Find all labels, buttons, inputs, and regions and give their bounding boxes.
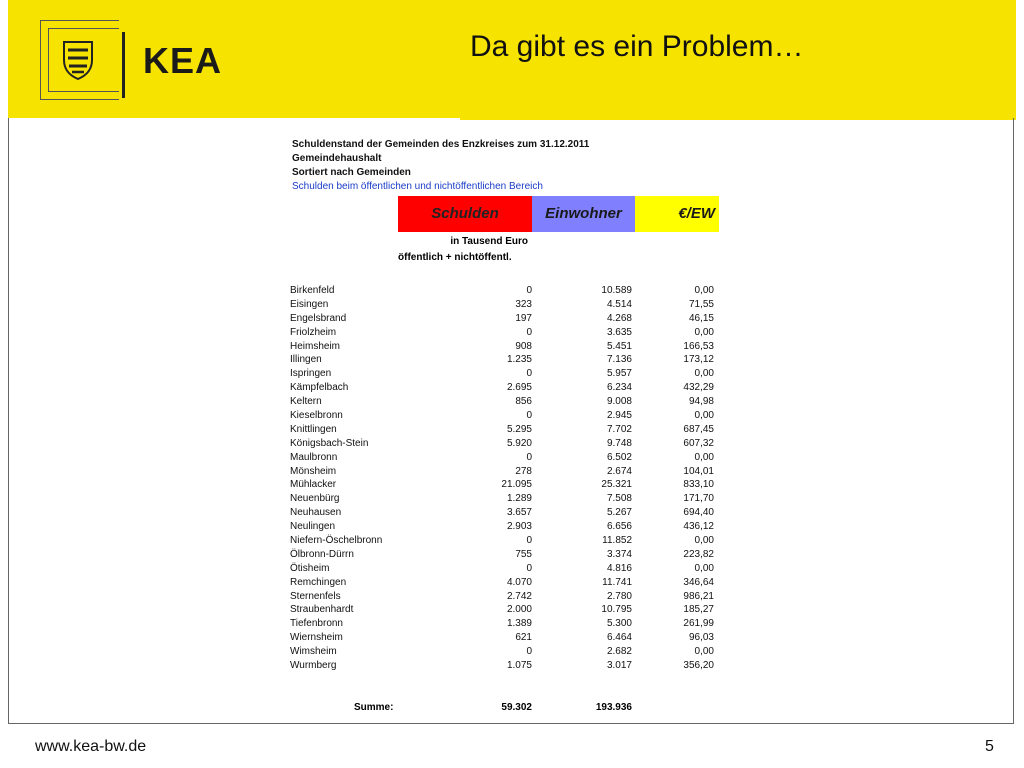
municipality-name: Sternenfels <box>290 590 341 602</box>
population-value: 5.300 <box>606 618 632 630</box>
debt-value: 908 <box>515 340 532 352</box>
debt-value: 1.075 <box>506 660 532 672</box>
population-value: 2.674 <box>606 465 632 477</box>
debt-value: 2.000 <box>506 604 532 616</box>
municipality-name: Friolzheim <box>290 326 337 338</box>
population-value: 3.635 <box>606 326 632 338</box>
sum-label: Summe: <box>354 702 394 713</box>
table-row <box>290 298 720 312</box>
debt-value: 0 <box>526 451 532 463</box>
population-value: 9.748 <box>606 437 632 449</box>
table-row <box>290 367 720 381</box>
municipality-name: Ötisheim <box>290 562 330 574</box>
per-capita-value: 0,00 <box>694 451 714 463</box>
per-capita-value: 0,00 <box>694 562 714 574</box>
municipality-name: Engelsbrand <box>290 312 347 324</box>
table-row <box>290 590 720 604</box>
table-row <box>290 548 720 562</box>
debt-value: 2.903 <box>506 521 532 533</box>
population-value: 11.741 <box>602 576 632 588</box>
population-value: 2.945 <box>606 410 632 422</box>
debt-value: 1.235 <box>506 354 532 366</box>
municipality-name: Niefern-Öschelbronn <box>290 535 383 547</box>
table-row <box>290 659 720 673</box>
table-row <box>290 312 720 326</box>
municipality-name: Straubenhardt <box>290 604 354 616</box>
municipality-name: Tiefenbronn <box>290 618 343 630</box>
table-row <box>290 437 720 451</box>
kea-logo <box>40 20 124 98</box>
table-row <box>290 395 720 409</box>
population-value: 9.008 <box>606 396 632 408</box>
municipality-name: Neuhausen <box>290 507 342 519</box>
table-row <box>290 645 720 659</box>
debt-value: 2.695 <box>506 382 532 394</box>
municipality-name: Eisingen <box>290 298 329 310</box>
per-capita-value: 104,01 <box>683 465 714 477</box>
per-capita-value: 223,82 <box>683 548 714 560</box>
municipality-name: Ispringen <box>290 368 332 380</box>
per-capita-value: 0,00 <box>694 326 714 338</box>
debt-value: 21.095 <box>501 479 532 491</box>
population-value: 3.017 <box>606 660 632 672</box>
debt-value: 0 <box>526 535 532 547</box>
municipality-name: Maulbronn <box>290 451 338 463</box>
population-value: 3.374 <box>606 548 632 560</box>
sum-debt: 59.302 <box>501 702 532 713</box>
debt-value: 3.657 <box>506 507 532 519</box>
per-capita-value: 185,27 <box>683 604 714 616</box>
table-row <box>290 617 720 631</box>
municipality-name: Mühlacker <box>290 479 337 491</box>
per-capita-value: 0,00 <box>694 646 714 658</box>
municipality-name: Knittlingen <box>290 423 337 435</box>
doc-title: Schuldenstand der Gemeinden des Enzkreises zum 31.12.2011 <box>292 139 590 150</box>
coat-of-arms-icon <box>62 40 94 80</box>
population-value: 5.451 <box>606 340 632 352</box>
slide-title: Da gibt es ein Problem… <box>470 30 804 63</box>
footer-url[interactable]: www.kea-bw.de <box>35 738 147 755</box>
per-capita-value: 0,00 <box>694 535 714 547</box>
population-value: 5.957 <box>606 368 632 380</box>
slide-header <box>8 0 1016 118</box>
per-capita-value: 346,64 <box>683 576 714 588</box>
unit-sublabel: öffentlich + nichtöffentl. <box>398 252 512 263</box>
municipality-name: Königsbach-Stein <box>290 437 369 449</box>
population-value: 6.464 <box>606 632 632 644</box>
per-capita-value: 173,12 <box>683 354 714 366</box>
per-capita-value: 96,03 <box>688 632 714 644</box>
population-value: 6.656 <box>606 521 632 533</box>
debt-value: 1.289 <box>506 493 532 505</box>
debt-value: 755 <box>515 548 532 560</box>
logo-bar <box>122 32 125 98</box>
population-value: 5.267 <box>606 507 632 519</box>
municipality-name: Ölbronn-Dürrn <box>290 548 354 560</box>
population-value: 2.780 <box>606 590 632 602</box>
population-value: 6.502 <box>606 451 632 463</box>
per-capita-value: 687,45 <box>683 423 714 435</box>
per-capita-value: 694,40 <box>683 507 714 519</box>
table-row <box>290 423 720 437</box>
doc-subtitle: Schulden beim öffentlichen und nichtöffentlichen Bereich <box>292 181 543 192</box>
table-row <box>290 492 720 506</box>
population-value: 7.702 <box>606 423 632 435</box>
population-value: 2.682 <box>606 646 632 658</box>
table-row <box>290 451 720 465</box>
per-capita-value: 0,00 <box>694 285 714 296</box>
debt-table <box>290 284 720 673</box>
debt-value: 323 <box>515 298 532 310</box>
page-number: 5 <box>985 738 994 755</box>
debt-value: 856 <box>515 396 532 408</box>
debt-value: 278 <box>515 465 532 477</box>
population-value: 6.234 <box>606 382 632 394</box>
municipality-name: Kämpfelbach <box>290 382 349 394</box>
municipality-name: Birkenfeld <box>290 285 335 296</box>
population-value: 10.589 <box>601 285 632 296</box>
table-row <box>290 381 720 395</box>
debt-value: 621 <box>515 632 532 644</box>
per-capita-value: 171,70 <box>683 493 714 505</box>
table-row <box>290 520 720 534</box>
per-capita-value: 71,55 <box>688 298 714 310</box>
table-row <box>290 465 720 479</box>
document-heading <box>292 138 732 194</box>
population-value: 4.268 <box>606 312 632 324</box>
municipality-name: Neuenbürg <box>290 493 340 505</box>
table-row <box>290 506 720 520</box>
municipality-name: Kieselbronn <box>290 410 343 422</box>
brand-name: KEA <box>143 40 223 81</box>
table-row <box>290 409 720 423</box>
debt-value: 2.742 <box>506 590 532 602</box>
municipality-name: Keltern <box>290 396 322 408</box>
table-row <box>290 576 720 590</box>
table-row <box>290 340 720 354</box>
municipality-name: Wiernsheim <box>290 632 343 644</box>
debt-value: 4.070 <box>506 576 532 588</box>
population-value: 10.795 <box>601 604 632 616</box>
doc-line-sorting: Sortiert nach Gemeinden <box>292 167 411 178</box>
table-row <box>290 534 720 548</box>
table-row <box>290 284 720 298</box>
debt-value: 0 <box>526 646 532 658</box>
table-row <box>290 353 720 367</box>
population-value: 7.508 <box>606 493 632 505</box>
per-capita-value: 986,21 <box>683 590 714 602</box>
sum-row <box>290 702 720 716</box>
column-header-per-capita: €/EW <box>635 196 719 232</box>
per-capita-value: 0,00 <box>694 410 714 422</box>
per-capita-value: 94,98 <box>688 396 714 408</box>
per-capita-value: 436,12 <box>683 521 714 533</box>
table-row <box>290 478 720 492</box>
doc-line-budget: Gemeindehaushalt <box>292 153 382 164</box>
sum-population: 193.936 <box>595 702 632 713</box>
per-capita-value: 833,10 <box>683 479 714 491</box>
unit-label: in Tausend Euro <box>450 236 528 247</box>
municipality-name: Wimsheim <box>290 646 337 658</box>
debt-value: 197 <box>515 312 532 324</box>
per-capita-value: 0,00 <box>694 368 714 380</box>
municipality-name: Remchingen <box>290 576 347 588</box>
population-value: 4.514 <box>606 298 632 310</box>
debt-value: 0 <box>526 410 532 422</box>
debt-value: 0 <box>526 562 532 574</box>
table-row <box>290 326 720 340</box>
column-header-debt: Schulden <box>398 196 532 232</box>
debt-value: 5.295 <box>506 423 532 435</box>
population-value: 7.136 <box>606 354 632 366</box>
table-row <box>290 562 720 576</box>
per-capita-value: 46,15 <box>688 312 714 324</box>
population-value: 4.816 <box>606 562 632 574</box>
municipality-name: Wurmberg <box>290 660 337 672</box>
municipality-name: Neulingen <box>290 521 336 533</box>
population-value: 11.852 <box>602 535 632 547</box>
column-header-population: Einwohner <box>532 196 635 232</box>
debt-value: 0 <box>526 285 532 296</box>
debt-value: 1.389 <box>506 618 532 630</box>
debt-value: 0 <box>526 368 532 380</box>
per-capita-value: 607,32 <box>683 437 714 449</box>
municipality-name: Heimsheim <box>290 340 341 352</box>
per-capita-value: 166,53 <box>683 340 714 352</box>
municipality-name: Mönsheim <box>290 465 337 477</box>
per-capita-value: 432,29 <box>683 382 714 394</box>
table-row <box>290 631 720 645</box>
debt-value: 5.920 <box>506 437 532 449</box>
per-capita-value: 356,20 <box>683 660 714 672</box>
population-value: 25.321 <box>601 479 632 491</box>
municipality-name: Illingen <box>290 354 322 366</box>
per-capita-value: 261,99 <box>683 618 714 630</box>
table-row <box>290 603 720 617</box>
debt-value: 0 <box>526 326 532 338</box>
